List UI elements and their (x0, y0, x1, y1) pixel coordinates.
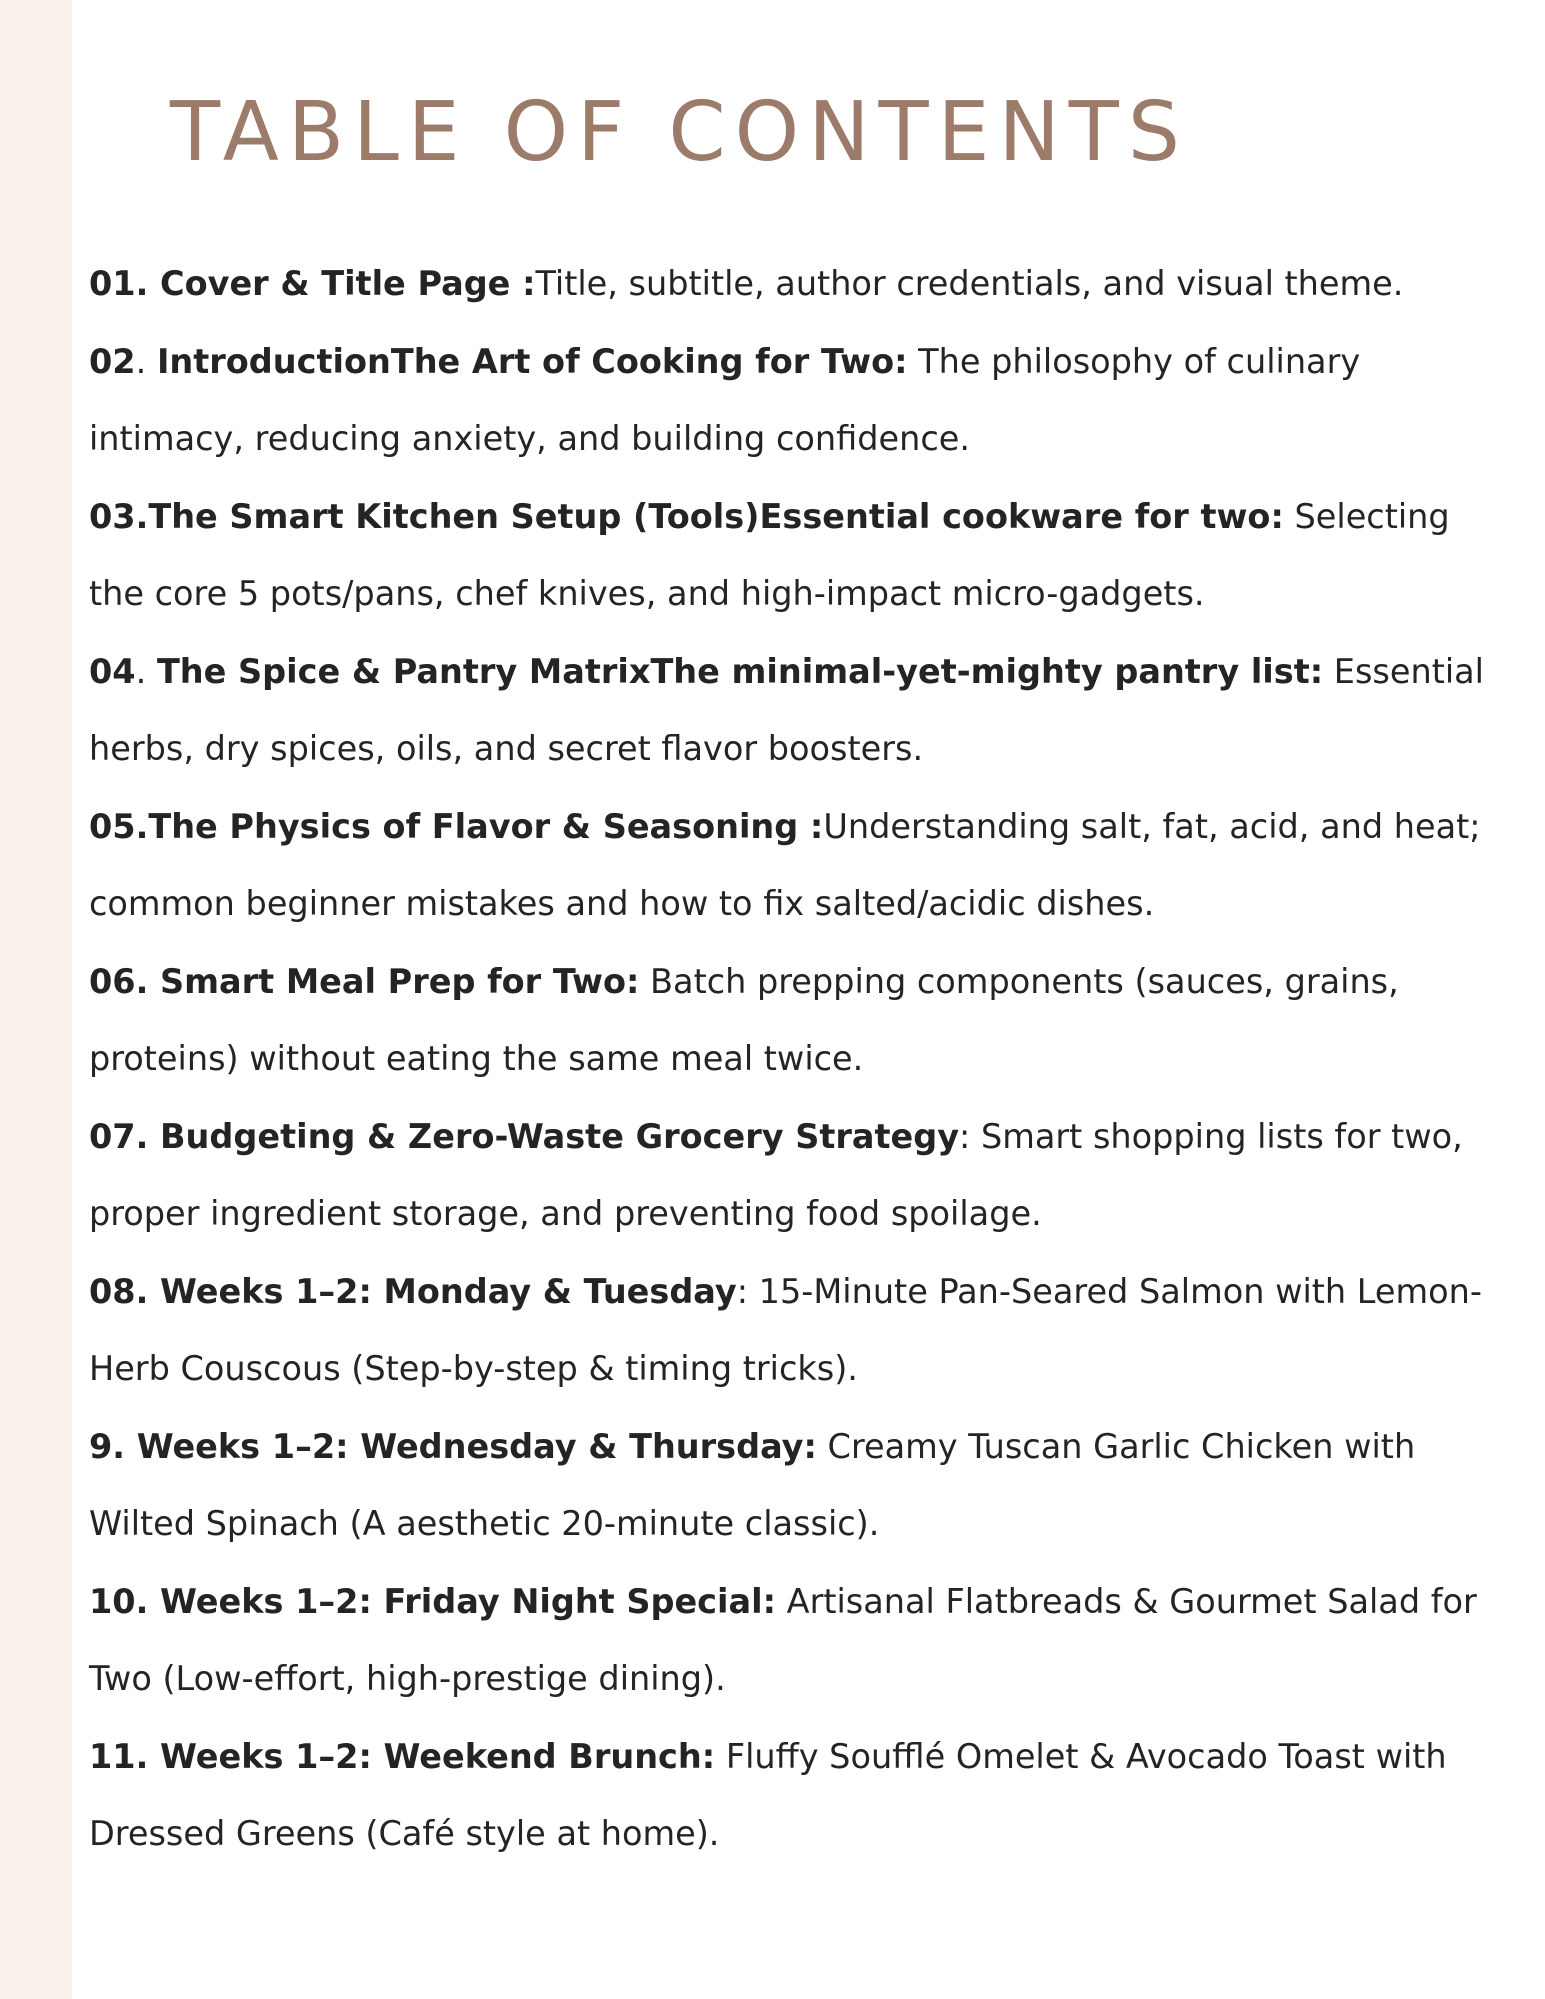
toc-entry-description: Essential herbs, dry spices, oils, and secret flavor boosters. (89, 651, 1484, 768)
toc-entry-separator: . (135, 651, 157, 691)
side-decor-strip (0, 0, 72, 1999)
toc-entry-10 (89, 1563, 1509, 1718)
toc-entry-description: Selecting the core 5 pots/pans, chef knives, and high-impact micro-gadgets. (89, 496, 1450, 613)
toc-entry-number: 02 (89, 341, 136, 381)
toc-entry-heading: 03.The Smart Kitchen Setup (Tools)Essential cookware for two: (89, 496, 1284, 536)
toc-entry-description: Understanding salt, fat, acid, and heat; common beginner mistakes and how to fix salted/acidic dishes. (89, 806, 1481, 923)
toc-entry-03 (89, 478, 1509, 633)
toc-entry-heading: 08. Weeks 1–2: Monday & Tuesday (89, 1271, 737, 1311)
toc-entry-description: : 15-Minute Pan-Seared Salmon with Lemon-Herb Couscous (Step-by-step & timing tricks). (89, 1271, 1482, 1388)
toc-entry-heading: 11. Weeks 1–2: Weekend Brunch: (89, 1736, 716, 1776)
toc-list (89, 245, 1509, 1873)
toc-entry-description: Batch prepping components (sauces, grains, proteins) without eating the same meal twice. (89, 961, 1399, 1078)
toc-entry-heading: 06. Smart Meal Prep for Two: (89, 961, 640, 1001)
toc-entry-04 (89, 633, 1509, 788)
toc-entry-02 (89, 323, 1509, 478)
toc-entry-description: : Smart shopping lists for two, proper ingredient storage, and preventing food spoilage. (89, 1116, 1463, 1233)
toc-entry-09 (89, 1408, 1509, 1563)
toc-entry-05 (89, 788, 1509, 943)
toc-entry-07 (89, 1098, 1509, 1253)
toc-entry-01 (89, 245, 1509, 323)
toc-entry-heading: The Spice & Pantry MatrixThe minimal-yet-mighty pantry list: (156, 651, 1324, 691)
toc-entry-heading: 01. Cover & Title Page : (89, 264, 536, 303)
toc-entry-heading: 07. Budgeting & Zero-Waste Grocery Strategy (89, 1116, 960, 1156)
toc-entry-description: The philosophy of culinary intimacy, reducing anxiety, and building confidence. (89, 341, 1361, 458)
toc-entry-description: Fluffy Soufflé Omelet & Avocado Toast with Dressed Greens (Café style at home). (89, 1736, 1447, 1853)
toc-entry-heading: IntroductionThe Art of Cooking for Two: (156, 341, 908, 381)
page-title: TABLE OF CONTENTS (170, 85, 1189, 180)
toc-entry-number: 04 (89, 651, 136, 691)
toc-entry-description: Creamy Tuscan Garlic Chicken with Wilted Spinach (A aesthetic 20-minute classic). (89, 1426, 1416, 1543)
toc-entry-heading: 05.The Physics of Flavor & Seasoning : (89, 806, 824, 846)
toc-entry-description: Title, subtitle, author credentials, and visual theme. (535, 264, 1404, 303)
toc-entry-description: Artisanal Flatbreads & Gourmet Salad for Two (Low-effort, high-prestige dining). (89, 1581, 1477, 1698)
toc-entry-heading: 10. Weeks 1–2: Friday Night Special: (89, 1581, 776, 1621)
toc-entry-08 (89, 1253, 1509, 1408)
toc-entry-heading: 9. Weeks 1–2: Wednesday & Thursday: (89, 1426, 817, 1466)
toc-entry-06 (89, 943, 1509, 1098)
toc-entry-separator: . (135, 341, 157, 381)
toc-entry-11 (89, 1718, 1509, 1873)
